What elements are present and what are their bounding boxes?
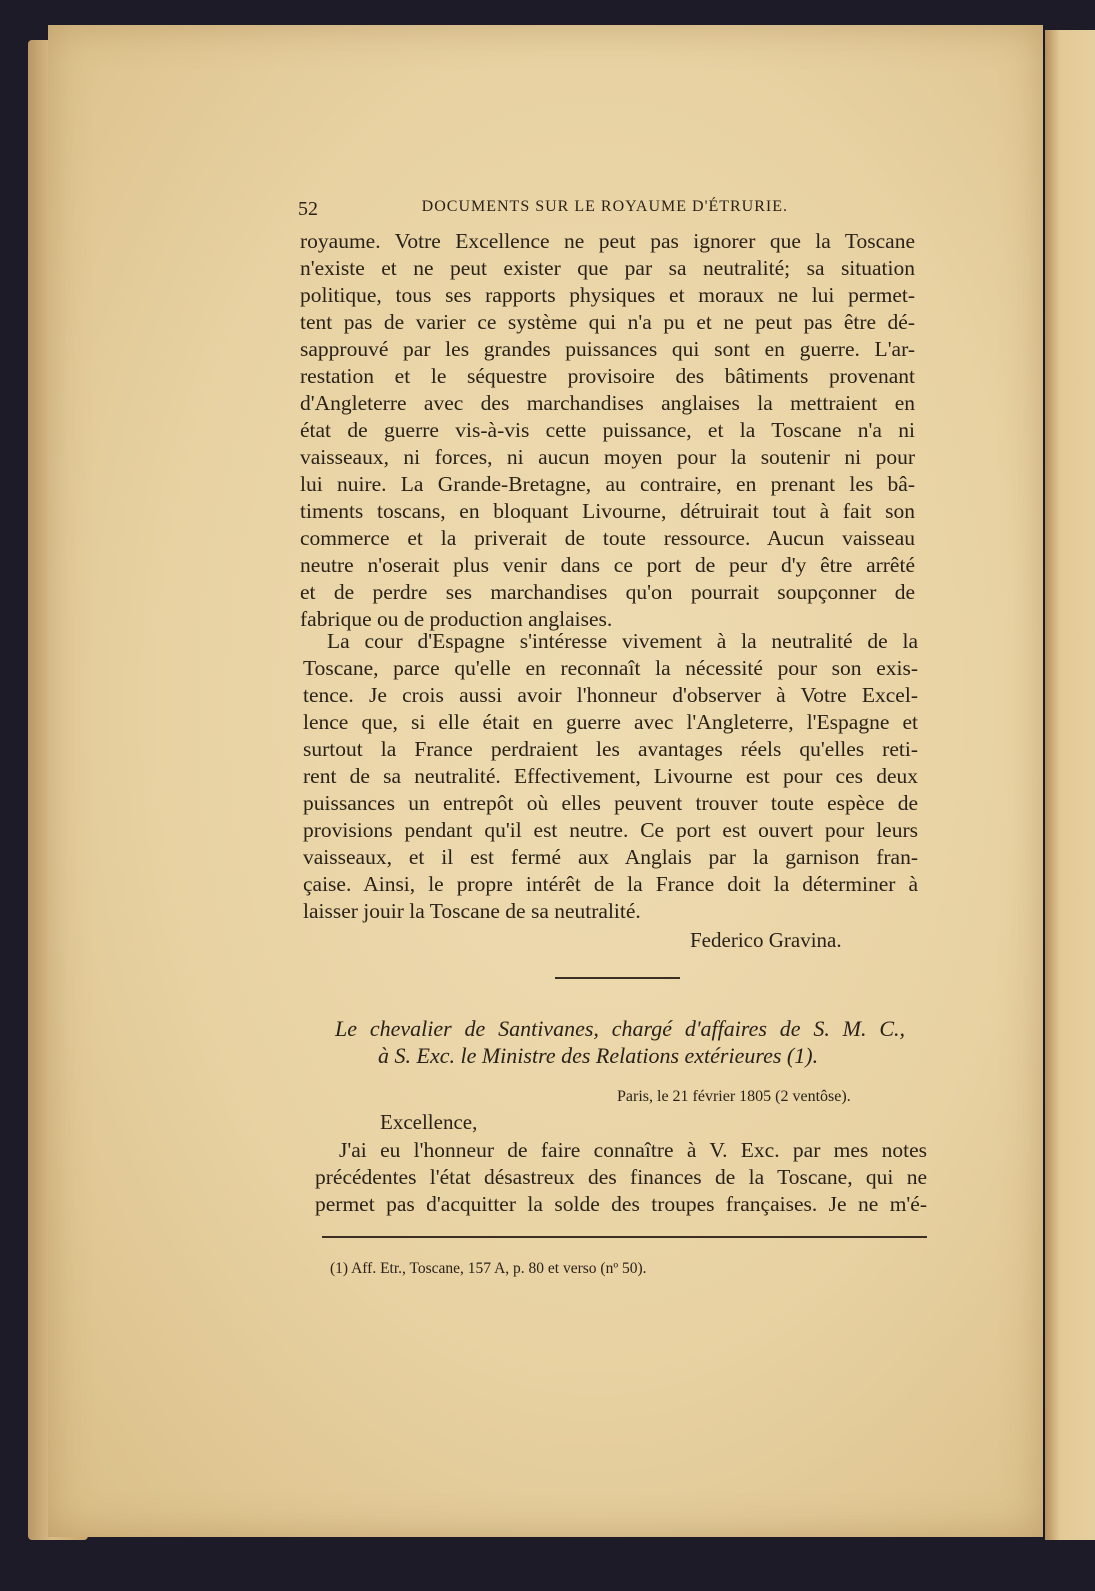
text-line: politique, tous ses rapports physiques et moraux ne lui permet- bbox=[300, 283, 915, 307]
text-line: vaisseaux, ni forces, ni aucun moyen pour la soutenir ni pour bbox=[300, 445, 915, 469]
text-line: n'existe et ne peut exister que par sa neutralité; sa situation bbox=[300, 256, 915, 280]
text-line: état de guerre vis-à-vis cette puissance, et la Toscane n'a ni bbox=[300, 418, 915, 442]
text-line: d'Angleterre avec des marchandises anglaises la mettraient en bbox=[300, 391, 915, 415]
letter-heading-line-1: Le chevalier de Santivanes, chargé d'affaires de S. M. C., bbox=[335, 1016, 905, 1041]
text-line: Toscane, parce qu'elle en reconnaît la nécessité pour son exis- bbox=[303, 656, 918, 680]
text-line: provisions pendant qu'il est neutre. Ce port est ouvert pour leurs bbox=[303, 818, 918, 842]
text-line: çaise. Ainsi, le propre intérêt de la France doit la déterminer à bbox=[303, 872, 918, 896]
section-divider bbox=[555, 977, 680, 979]
dateline: Paris, le 21 février 1805 (2 ventôse). bbox=[617, 1088, 851, 1105]
footnote-rule bbox=[322, 1236, 927, 1238]
page-number: 52 bbox=[298, 198, 318, 220]
text-line: lence que, si elle était en guerre avec l'Angleterre, l'Espagne et bbox=[303, 710, 918, 734]
text-line: fabrique ou de production anglaises. bbox=[300, 607, 613, 631]
text-line: permet pas d'acquitter la solde des troupes françaises. Je ne m'é- bbox=[315, 1192, 927, 1216]
text-line: laisser jouir la Toscane de sa neutralité. bbox=[303, 899, 641, 923]
text-line: restation et le séquestre provisoire des bâtiments provenant bbox=[300, 364, 915, 388]
letter-heading-line-2: à S. Exc. le Ministre des Relations extérieures (1). bbox=[378, 1043, 819, 1068]
text-line: précédentes l'état désastreux des finances de la Toscane, qui ne bbox=[315, 1165, 927, 1189]
running-header bbox=[298, 198, 788, 221]
text-line: neutre n'oserait plus venir dans ce port de peur d'y être arrêté bbox=[300, 553, 915, 577]
footnote: (1) Aff. Etr., Toscane, 157 A, p. 80 et verso (nº 50). bbox=[330, 1260, 647, 1277]
text-line: surtout la France perdraient les avantages réels qu'elles reti- bbox=[303, 737, 918, 761]
text-line: timents toscans, en bloquant Livourne, détruirait tout à fait son bbox=[300, 499, 915, 523]
facing-page-edge bbox=[1045, 30, 1095, 1540]
text-line: lui nuire. La Grande-Bretagne, au contraire, en prenant les bâ- bbox=[300, 472, 915, 496]
text-line: rent de sa neutralité. Effectivement, Livourne est pour ces deux bbox=[303, 764, 918, 788]
signature: Federico Gravina. bbox=[690, 928, 842, 952]
running-title: DOCUMENTS SUR LE ROYAUME D'ÉTRURIE. bbox=[421, 198, 788, 215]
text-line: La cour d'Espagne s'intéresse vivement à la neutralité de la bbox=[327, 629, 918, 653]
text-line: sapprouvé par les grandes puissances qui sont en guerre. L'ar- bbox=[300, 337, 915, 361]
text-line: et de perdre ses marchandises qu'on pourrait soupçonner de bbox=[300, 580, 915, 604]
salutation: Excellence, bbox=[380, 1110, 478, 1134]
text-line: tence. Je crois aussi avoir l'honneur d'observer à Votre Excel- bbox=[303, 683, 918, 707]
text-line: vaisseaux, et il est fermé aux Anglais par la garnison fran- bbox=[303, 845, 918, 869]
text-line: royaume. Votre Excellence ne peut pas ignorer que la Toscane bbox=[300, 229, 915, 253]
text-line: commerce et la priverait de toute ressource. Aucun vaisseau bbox=[300, 526, 915, 550]
text-line: tent pas de varier ce système qui n'a pu et ne peut pas être dé- bbox=[300, 310, 915, 334]
text-line: J'ai eu l'honneur de faire connaître à V. Exc. par mes notes bbox=[339, 1138, 927, 1162]
text-line: puissances un entrepôt où elles peuvent trouver toute espèce de bbox=[303, 791, 918, 815]
